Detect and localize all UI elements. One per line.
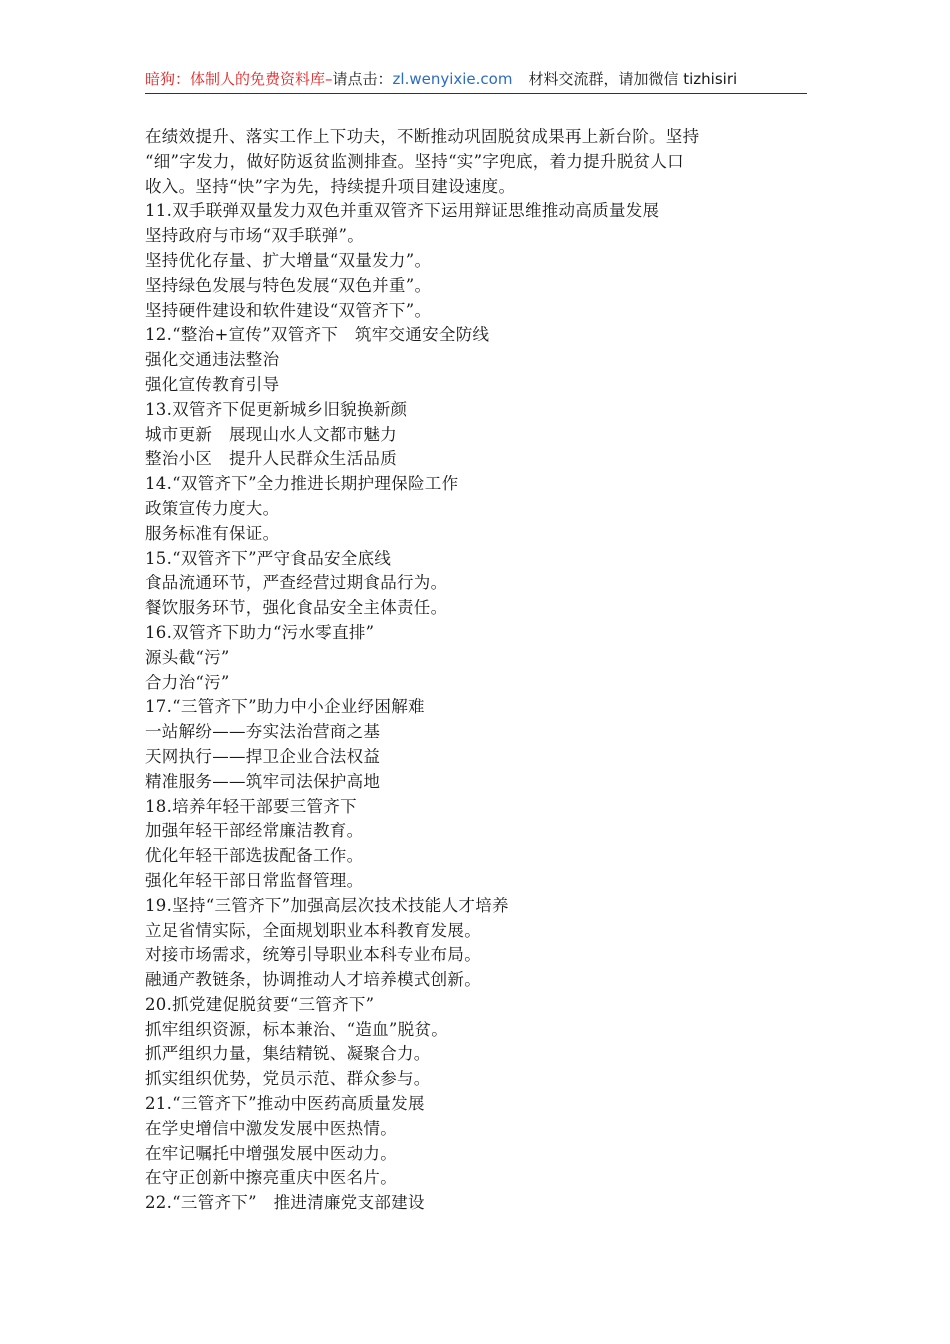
header-prompt: 请点击： <box>332 70 393 88</box>
text-line: 收入。坚持“快”字为先，持续提升项目建设速度。 <box>145 176 516 196</box>
wechat-notice: 材料交流群，请加微信 tizhisiri <box>528 70 738 88</box>
text-line: 强化宣传教育引导 <box>145 374 280 394</box>
page-header <box>145 68 807 96</box>
section-heading: 18.培养年轻干部要三管齐下 <box>145 796 357 816</box>
section-heading: 20.抓党建促脱贫要“三管齐下” <box>145 994 375 1014</box>
text-line: 在守正创新中擦亮重庆中医名片。 <box>145 1168 397 1188</box>
text-line: 整治小区 提升人民群众生活品质 <box>145 449 397 469</box>
text-line: 合力治“污” <box>145 672 230 692</box>
text-line: 在学史增信中激发发展中医热情。 <box>145 1118 397 1138</box>
text-line: 抓严组织力量，集结精锐、凝聚合力。 <box>145 1044 431 1064</box>
section-heading: 19.坚持“三管齐下”加强高层次技术技能人才培养 <box>145 895 509 915</box>
section-heading: 13.双管齐下促更新城乡旧貌换新颜 <box>145 399 408 419</box>
section-heading: 21.“三管齐下”推动中医药高质量发展 <box>145 1094 425 1114</box>
header-divider <box>145 93 807 94</box>
site-link[interactable]: zl.wenyixie.com <box>392 70 513 88</box>
text-line: 抓实组织优势，党员示范、群众参与。 <box>145 1069 431 1089</box>
text-line: 食品流通环节，严查经营过期食品行为。 <box>145 573 448 593</box>
text-line: 融通产教链条，协调推动人才培养模式创新。 <box>145 970 481 990</box>
text-line: 加强年轻干部经常廉洁教育。 <box>145 821 364 841</box>
text-line: 抓牢组织资源，标本兼治、“造血”脱贫。 <box>145 1019 449 1039</box>
text-line: 精准服务——筑牢司法保护高地 <box>145 771 381 791</box>
section-heading: 16.双管齐下助力“污水零直排” <box>145 622 375 642</box>
text-line: 强化年轻干部日常监督管理。 <box>145 870 364 890</box>
text-line: 一站解纷——夯实法治营商之基 <box>145 722 381 742</box>
text-line: 坚持优化存量、扩大增量“双量发力”。 <box>145 250 432 270</box>
text-line: 政策宣传力度大。 <box>145 498 280 518</box>
text-line: 坚持硬件建设和软件建设“双管齐下”。 <box>145 300 432 320</box>
text-line: 坚持绿色发展与特色发展“双色并重”。 <box>145 275 432 295</box>
text-line: 对接市场需求，统筹引导职业本科专业布局。 <box>145 945 481 965</box>
text-line: 天网执行——捍卫企业合法权益 <box>145 746 381 766</box>
text-line: 服务标准有保证。 <box>145 523 280 543</box>
section-heading: 14.“双管齐下”全力推进长期护理保险工作 <box>145 474 459 494</box>
section-heading: 22.“三管齐下” 推进清廉党支部建设 <box>145 1193 425 1213</box>
text-line: 坚持政府与市场“双手联弹”。 <box>145 226 365 246</box>
header-separator: – <box>325 70 333 88</box>
document-body <box>145 125 805 1216</box>
section-heading: 11.双手联弹双量发力双色并重双管齐下运用辩证思维推动高质量发展 <box>145 201 660 221</box>
text-line: 源头截“污” <box>145 647 230 667</box>
text-line: 餐饮服务环节，强化食品安全主体责任。 <box>145 598 448 618</box>
section-heading: 17.“三管齐下”助力中小企业纾困解难 <box>145 697 425 717</box>
text-line: 强化交通违法整治 <box>145 350 280 370</box>
section-heading: 12.“整治+宣传”双管齐下 筑牢交通安全防线 <box>145 325 490 345</box>
text-line: 在牢记嘱托中增强发展中医动力。 <box>145 1143 397 1163</box>
text-line: 城市更新 展现山水人文都市魅力 <box>145 424 397 444</box>
text-line: 优化年轻干部选拔配备工作。 <box>145 846 364 866</box>
section-heading: 15.“双管齐下”严守食品安全底线 <box>145 548 392 568</box>
text-line: 在绩效提升、落实工作上下功夫，不断推动巩固脱贫成果再上新台阶。坚持 <box>145 127 700 146</box>
text-line: “细”字发力，做好防返贫监测排查。坚持“实”字兜底，着力提升脱贫人口 <box>145 151 684 171</box>
text-line: 立足省情实际，全面规划职业本科教育发展。 <box>145 920 481 940</box>
site-name: 暗狗：体制人的免费资料库 <box>145 70 326 88</box>
